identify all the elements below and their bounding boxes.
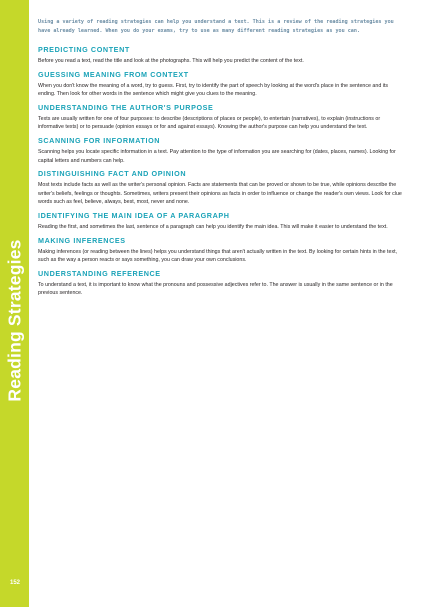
section-body: Scanning helps you locate specific information in a text. Pay attention to the type of information you are searching for (dates, places, names). Looking for capital letters and numbers can help. [38, 148, 396, 164]
section-body: Most texts include facts as well as the writer's personal opinion. Facts are statements that can be proved or shown to be true, while opinions describe the writer's beliefs, feelings or thoughts. Sometimes, writers present their opinions as facts in order to influence or change the reader's own views. Look for clue words such as feel, believe, always, best, most, never and none. [38, 182, 402, 206]
section-heading: DISTINGUISHING FACT AND OPINION [38, 169, 187, 179]
sidebar-title [4, 240, 26, 400]
section-guessing-meaning [38, 70, 406, 99]
section-authors-purpose [38, 103, 406, 132]
section-heading: UNDERSTANDING THE AUTHOR'S PURPOSE [38, 102, 214, 112]
section-heading: IDENTIFYING THE MAIN IDEA OF A PARAGRAPH [38, 210, 230, 220]
main-content [38, 18, 406, 302]
section-body: Making inferences (or reading between the lines) helps you understand things that aren't actually written in the text. By looking for certain hints in the text, such as the way a person reacts or says something, you can draw your own conclusions. [38, 248, 398, 264]
section-predicting-content [38, 45, 406, 66]
section-body: Texts are usually written for one of four purposes: to describe (descriptions of places or people), to entertain (narratives), to explain (instructions or informative texts) or to persuade (opinion essays or for and against essays). Knowing the author's purpose can help you understand the text. [38, 115, 381, 131]
section-body: Reading the first, and sometimes the last, sentence of a paragraph can help you identify the main idea. This will make it easier to understand the text. [38, 223, 388, 230]
intro-paragraph: Using a variety of reading strategies can help you understand a text. This is a review of the reading strategies you have already learned. When you do your exams, try to use as many different reading strategies as you can. [38, 19, 394, 34]
sidebar-title-text: Reading Strategies [4, 238, 25, 402]
section-heading: MAKING INFERENCES [38, 235, 126, 245]
page-number: 152 [9, 580, 20, 586]
section-heading: PREDICTING CONTENT [38, 45, 130, 54]
section-body: Before you read a text, read the title and look at the photographs. This will help you predict the content of the text. [38, 58, 304, 64]
section-fact-opinion [38, 169, 406, 207]
section-main-idea [38, 211, 406, 232]
section-heading: UNDERSTANDING REFERENCE [38, 268, 161, 278]
section-reference [38, 269, 406, 298]
section-heading: SCANNING FOR INFORMATION [38, 135, 161, 145]
section-heading: GUESSING MEANING FROM CONTEXT [38, 69, 189, 79]
section-body: When you don't know the meaning of a word, try to guess. First, try to identify the part of speech by looking at the word's place in the sentence and its ending. Then look for other words in the sentence which might give you clues to the meaning. [38, 82, 389, 98]
section-inferences [38, 236, 406, 265]
section-body: To understand a text, it is important to know what the pronouns and possessive adjectives refer to. The answer is usually in the same sentence or in the previous sentence. [38, 281, 393, 297]
section-scanning [38, 136, 406, 165]
